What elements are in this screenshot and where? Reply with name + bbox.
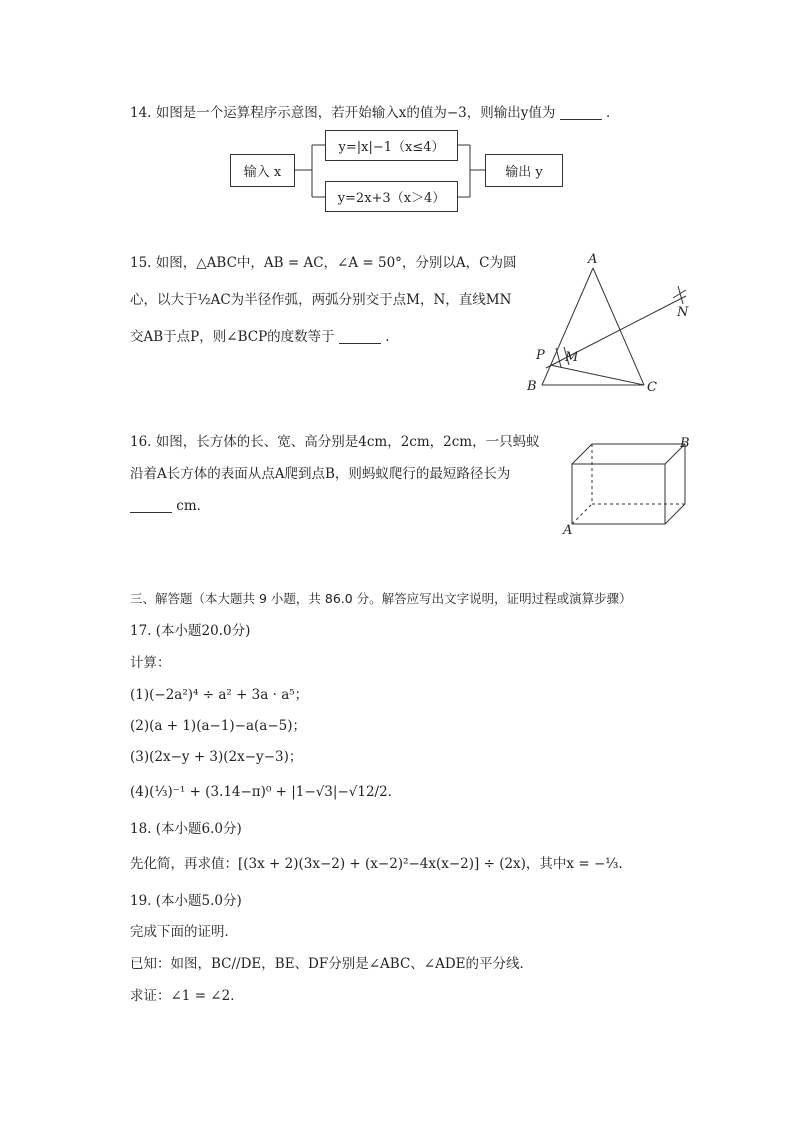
- q17-item-1: (1)(−2a²)⁴ ÷ a² + 3a · a⁵；: [130, 687, 309, 703]
- label-c: C: [647, 380, 657, 395]
- arc-m1: [556, 348, 561, 367]
- q16-line1: 16. 如图，长方体的长、宽、高分别是4cm，2cm，2cm，一只蚂蚁: [130, 434, 540, 450]
- q18-text: 先化简，再求值：[(3x + 2)(3x−2) + (x−2)²−4x(x−2)] ÷ (2x)，其中x = −⅓.: [130, 856, 623, 872]
- q19-intro: 完成下面的证明．: [130, 924, 238, 940]
- q14-output-label: 输出 y: [505, 165, 543, 180]
- q14-formula-bottom-box: [325, 181, 458, 212]
- label-n: N: [677, 305, 689, 320]
- q19-header: 19. (本小题5.0分): [130, 893, 242, 909]
- q19-prove: 求证：∠1 = ∠2．: [130, 988, 244, 1004]
- q14-input-label: 输入 x: [243, 165, 282, 180]
- q17-item-3: (3)(2x−y + 3)(2x−y−3)；: [130, 749, 303, 765]
- q14-formula-bottom: y=2x+3（x＞4）: [337, 191, 446, 206]
- q15-triangle-figure: [520, 248, 700, 398]
- q15-line2: 心，以大于½AC为半径作弧，两弧分别交于点M，N，直线MN: [130, 292, 512, 308]
- q16-line2: 沿着A长方体的表面从点A爬到点B，则蚂蚁爬行的最短路径长为: [130, 466, 511, 482]
- q14-formula-top: y=|x|−1（x≤4）: [338, 140, 445, 155]
- side-ab: [542, 268, 593, 385]
- q17-item-4: (4)(⅓)⁻¹ + (3.14−π)⁰ + |1−√3|−√12/2．: [130, 784, 402, 800]
- q16-unit: cm．: [176, 498, 211, 514]
- q16-cuboid-figure: [555, 430, 705, 540]
- q15-line3: [130, 328, 399, 346]
- label-b: B: [527, 379, 537, 394]
- segment-pc: [550, 365, 644, 385]
- q15-line3-end: ．: [385, 329, 399, 345]
- q17-header: 17. (本小题20.0分): [130, 623, 251, 639]
- label-p: P: [536, 348, 545, 363]
- q15-answer-blank[interactable]: [339, 329, 381, 344]
- section3-title: 三、解答题（本大题共 9 小题，共 86.0 分。解答应写出文字说明，证明过程或演算步骤）: [130, 591, 632, 606]
- q19-given: 已知：如图，BC//DE，BE、DF分别是∠ABC、∠ADE的平分线．: [130, 956, 534, 972]
- label-a: A: [588, 252, 598, 267]
- q14-end: ．: [606, 105, 620, 121]
- cuboid-front-face: [572, 464, 665, 524]
- q18-header: 18. (本小题6.0分): [130, 821, 242, 837]
- side-ac: [593, 268, 644, 385]
- q16-answer-blank[interactable]: [130, 498, 172, 513]
- label-m: M: [565, 350, 579, 365]
- label-a: A: [563, 523, 573, 538]
- q14-output-box: [485, 154, 563, 187]
- q14-input-box: [230, 154, 295, 187]
- q17-item-2: (2)(a + 1)(a−1)−a(a−5)；: [130, 718, 307, 734]
- q17-intro: 计算：: [130, 655, 171, 671]
- q16-line3: [130, 497, 210, 515]
- q15-line1: 15. 如图，△ABC中，AB = AC，∠A = 50°，分别以A，C为圆: [130, 255, 517, 271]
- q15-line3-stem: 交AB于点P，则∠BCP的度数等于: [130, 329, 335, 345]
- q14-formula-top-box: [325, 130, 458, 161]
- label-b: B: [680, 436, 690, 451]
- q14-stem: 14. 如图是一个运算程序示意图，若开始输入x的值为−3，则输出y值为: [130, 105, 556, 121]
